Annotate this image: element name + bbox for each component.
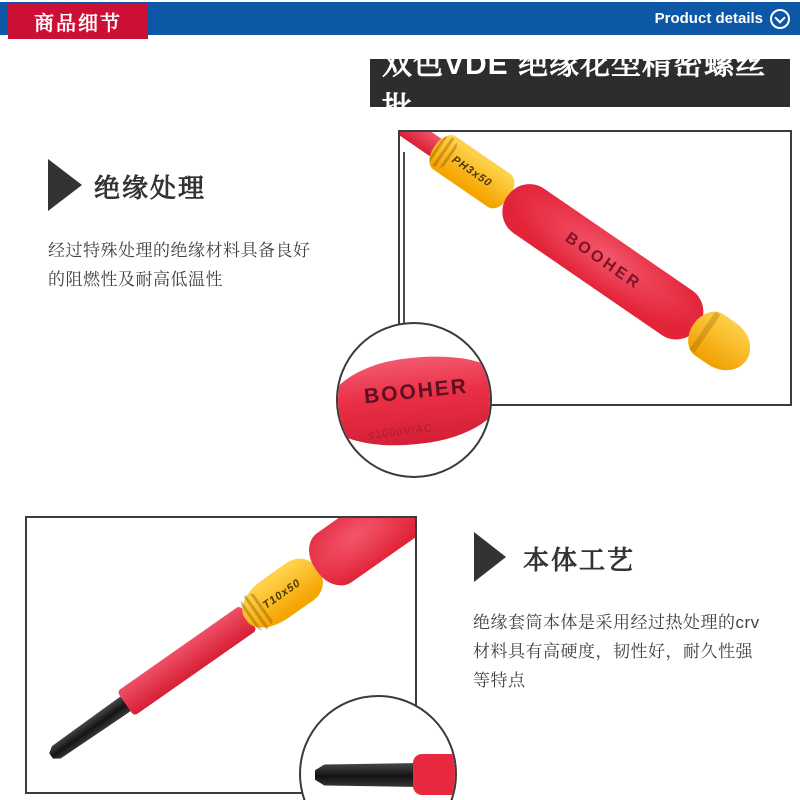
insulation-paragraph <box>48 236 311 294</box>
torx-tip-closeup <box>315 763 419 787</box>
section-heading-insulation: 绝缘处理 <box>94 173 207 203</box>
product-details-label: Product details <box>654 10 763 27</box>
chevron-down-icon[interactable] <box>770 9 790 29</box>
paragraph-line: 绝缘套筒本体是采用经过热处理的crv <box>473 613 760 632</box>
insulated-sleeve <box>117 605 257 716</box>
brand-label-zoom: BOOHER <box>363 374 470 409</box>
torx-tip <box>46 696 132 764</box>
screwdriver-red-handle <box>492 174 714 350</box>
callout-line <box>403 152 405 324</box>
top-bar <box>0 2 800 35</box>
red-sleeve-closeup <box>413 754 457 795</box>
section-badge: 商品细节 <box>8 3 148 39</box>
section-heading-body: 本体工艺 <box>523 545 636 575</box>
voltage-rating-label: ≤1000V/AC <box>367 422 434 442</box>
spec-label-t10x50: T10x50 <box>260 576 304 612</box>
paragraph-line: 经过特殊处理的绝缘材料具备良好 <box>48 241 311 260</box>
zoom-callout-brand <box>336 322 492 478</box>
triangle-marker-icon <box>48 159 82 211</box>
spec-label-ph3x50: PH3x50 <box>449 153 495 190</box>
triangle-marker-icon <box>474 532 506 582</box>
title-banner: 双色VDE 绝缘花型精密螺丝批 <box>370 59 790 107</box>
product-details-toggle[interactable] <box>655 2 790 35</box>
paragraph-line: 等特点 <box>473 671 526 690</box>
brand-label: BOOHER <box>561 229 645 294</box>
paragraph-line: 的阻燃性及耐高低温性 <box>48 270 223 289</box>
body-paragraph <box>473 608 760 695</box>
paragraph-line: 材料具有高硬度，韧性好，耐久性强 <box>473 642 753 661</box>
